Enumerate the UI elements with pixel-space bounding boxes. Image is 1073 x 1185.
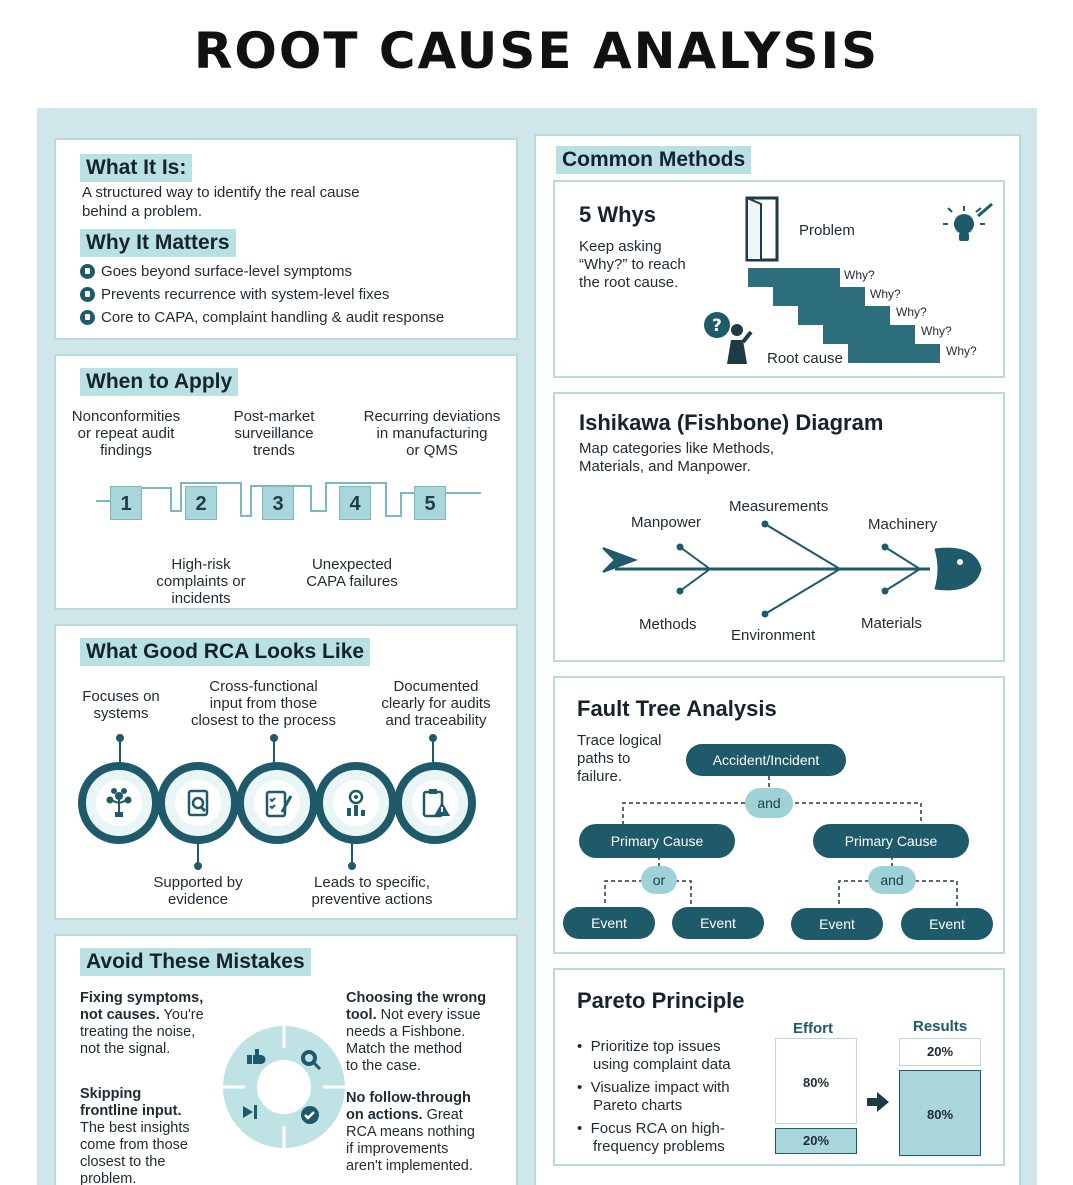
mistake-skipping-frontline: Skipping frontline input. The best insights come from those closest to the problem.: [80, 1086, 190, 1185]
document-search-icon: [157, 762, 239, 844]
fault-tree-title: Fault Tree Analysis: [577, 696, 777, 721]
why-label: Why?: [896, 305, 927, 319]
fault-tree-card: [553, 676, 1005, 954]
fault-tree-event: Event: [901, 908, 993, 940]
step-number-3: 3: [262, 486, 294, 520]
lightbulb-icon: [940, 202, 996, 252]
when-to-apply-panel: [54, 354, 518, 610]
what-it-is-text-2: behind a problem.: [82, 203, 203, 220]
what-it-is-text-1: A structured way to identify the real cause: [82, 184, 360, 201]
fault-tree-event: Event: [791, 908, 883, 940]
staircase-step: [773, 287, 865, 306]
fault-tree-primary-left: Primary Cause: [579, 824, 735, 858]
fishbone-measurements: Measurements: [729, 498, 829, 515]
five-whys-root-cause: Root cause: [767, 350, 843, 367]
why-label: Why?: [870, 287, 901, 301]
when-to-apply-heading: When to Apply: [80, 368, 238, 396]
what-it-is-heading: What It Is:: [80, 154, 192, 182]
why-label: Why?: [946, 344, 977, 358]
staircase-step: [823, 325, 915, 344]
fault-tree-right-gate: and: [868, 866, 916, 894]
pareto-bullet: • Visualize impact with Pareto charts: [577, 1079, 730, 1114]
mistake-no-follow-through: No follow-through on actions. Great RCA means nothing if improvements aren't implemented.: [346, 1090, 475, 1174]
arrow-right-icon: [865, 1090, 891, 1114]
apply-item-1: Nonconformities or repeat audit findings: [71, 408, 181, 459]
fault-tree-left-gate: or: [641, 866, 677, 894]
mistakes-panel: [54, 934, 518, 1185]
mistake-wrong-tool: Choosing the wrong tool. Not every issue needs a Fishbone. Match the method to the case.: [346, 990, 487, 1074]
why-bullet: Goes beyond surface-level symptoms: [80, 263, 352, 280]
good-rca-item-documented: Documented clearly for audits and traceability: [381, 678, 491, 729]
good-rca-item-cross-functional: Cross-functional input from those closest to the process: [190, 678, 337, 729]
mistakes-heading: Avoid These Mistakes: [80, 948, 311, 976]
good-rca-heading: What Good RCA Looks Like: [80, 638, 370, 666]
why-it-matters-heading: Why It Matters: [80, 229, 236, 257]
bullet-icon: [80, 287, 95, 302]
clipboard-warning-icon: [394, 762, 476, 844]
step-number-2: 2: [185, 486, 217, 520]
bullet-icon: [80, 310, 95, 325]
infographic-board: [37, 108, 1037, 1185]
methods-heading: Common Methods: [556, 146, 751, 174]
fault-tree-top-event: Accident/Incident: [686, 744, 846, 776]
staircase-step: [848, 344, 940, 363]
check-circle-icon: [301, 1106, 319, 1124]
fault-tree-desc: Trace logical paths to failure.: [577, 732, 662, 785]
fishbone-card: [553, 392, 1005, 662]
step-number-4: 4: [339, 486, 371, 520]
fault-tree-top-gate: and: [745, 788, 793, 818]
fishbone-machinery: Machinery: [868, 516, 938, 533]
pareto-title: Pareto Principle: [577, 988, 745, 1013]
pareto-effort-20: 20%: [775, 1128, 857, 1154]
staircase-step: [748, 268, 840, 287]
pareto-card: [553, 968, 1005, 1166]
svg-text:?: ?: [712, 316, 722, 336]
thinking-person-icon: [701, 310, 761, 366]
methods-panel: [534, 134, 1021, 1185]
fishbone-environment: Environment: [731, 627, 816, 644]
fishbone-methods: Methods: [639, 616, 697, 633]
step-number-1: 1: [110, 486, 142, 520]
step-number-5: 5: [414, 486, 446, 520]
mistake-fixing-symptoms: Fixing symptoms, not causes. You're treating the noise, not the signal.: [80, 990, 204, 1057]
pareto-effort-80: 80%: [775, 1038, 857, 1124]
why-bullet: Prevents recurrence with system-level fixes: [80, 286, 389, 303]
pareto-effort-label: Effort: [793, 1020, 833, 1037]
good-rca-panel: [54, 624, 518, 920]
door-icon: [743, 194, 787, 264]
why-bullet: Core to CAPA, complaint handling & audit response: [80, 309, 444, 326]
fishbone-diagram: [555, 394, 1007, 664]
good-rca-item-preventive: Leads to specific, preventive actions: [311, 874, 433, 908]
fishbone-materials: Materials: [861, 615, 922, 632]
fault-tree-event: Event: [672, 907, 764, 939]
fishbone-title: Ishikawa (Fishbone) Diagram: [579, 410, 884, 435]
fishbone-manpower: Manpower: [631, 514, 702, 531]
checklist-icon: [236, 762, 318, 844]
pareto-results-80: 80%: [899, 1070, 981, 1156]
apply-item-2: High-risk complaints or incidents: [156, 556, 246, 607]
pareto-results-label: Results: [913, 1018, 968, 1035]
why-label: Why?: [921, 324, 952, 338]
good-rca-item-evidence: Supported by evidence: [153, 874, 243, 908]
pareto-bullet: • Prioritize top issues using complaint data: [577, 1038, 731, 1073]
what-it-is-panel: [54, 138, 518, 340]
pareto-results-20: 20%: [899, 1038, 981, 1066]
five-whys-title: 5 Whys: [579, 202, 657, 227]
fishbone-desc: Map categories like Methods, Materials, and Manpower.: [579, 440, 775, 475]
pareto-bullet: • Focus RCA on high- frequency problems: [577, 1120, 725, 1155]
page-title: ROOT CAUSE ANALYSIS: [193, 22, 880, 80]
why-label: Why?: [844, 268, 875, 282]
staircase-step: [798, 306, 890, 325]
apply-item-3: Post-market surveillance trends: [233, 408, 315, 459]
fault-tree-event: Event: [563, 907, 655, 939]
five-whys-problem: Problem: [799, 222, 855, 239]
good-rca-item-systems: Focuses on systems: [82, 688, 160, 722]
bullet-icon: [80, 264, 95, 279]
apply-item-5: Recurring deviations in manufacturing or QMS: [363, 408, 501, 459]
mistakes-cycle-ring: [219, 1022, 349, 1152]
five-whys-card: [553, 180, 1005, 378]
apply-item-4: Unexpected CAPA failures: [306, 556, 398, 590]
five-whys-desc: Keep asking “Why?” to reach the root cause.: [579, 238, 686, 291]
award-chart-icon: [315, 762, 397, 844]
network-icon: [78, 762, 160, 844]
fault-tree-primary-right: Primary Cause: [813, 824, 969, 858]
